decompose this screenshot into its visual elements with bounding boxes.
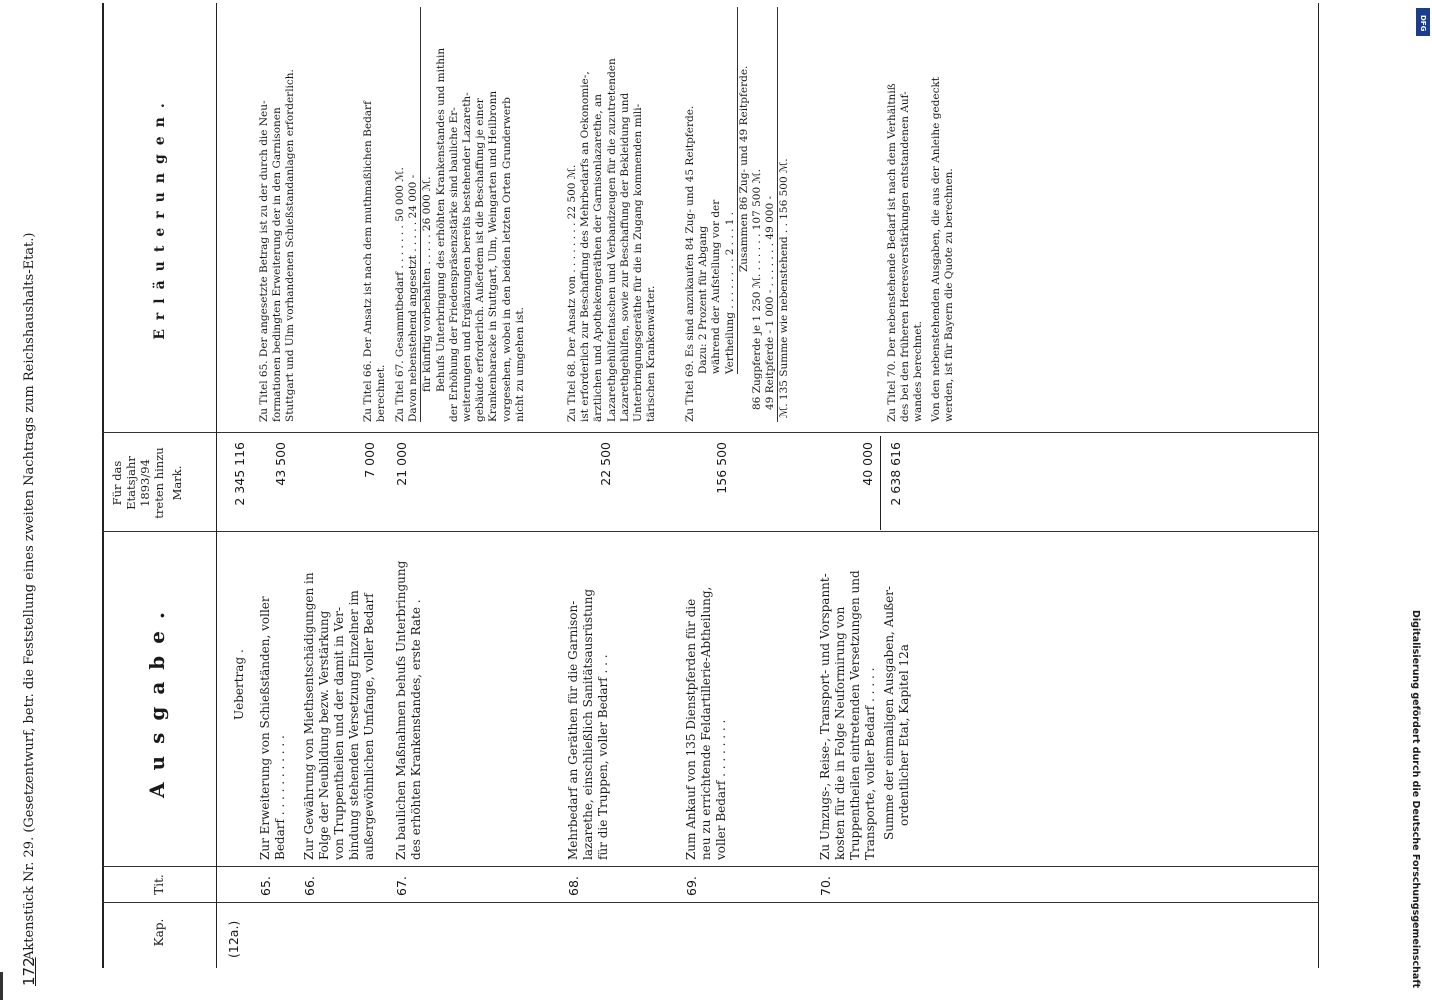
- row-65-note-line-2: formationen bedingten Erweiterung der in den Garnisonen: [271, 107, 284, 422]
- row-67-note-line-9: vorgesehen, wobei in den beiden letzten Orten Grunderwerb: [500, 97, 513, 422]
- row-66-tit: 66.: [302, 876, 317, 896]
- summary-amount: 2 638 616: [888, 442, 903, 506]
- row-65-desc-line-1: Zur Erweiterung von Schießständen, voller: [258, 596, 272, 860]
- row-70-desc-line-4: Transporte, voller Bedarf . . . . .: [863, 667, 877, 860]
- row-69-desc-line-1: Zum Ankauf von 135 Dienstpferden für die: [684, 598, 698, 860]
- row-68-desc-line-2: lazarethe, einschließlich Sanitätsausrüstung: [581, 588, 595, 860]
- page-number: 172: [20, 957, 38, 986]
- row-66-desc-line-4: bindung stehenden Versetzung Einzelner im: [347, 590, 361, 860]
- row-67-note: [394, 7, 527, 422]
- digitization-sidebar: [1398, 0, 1432, 1000]
- row-68-note-line-5: Lazarethgehülfen, sowie zur Beschaffung der Bekleidung und: [618, 92, 631, 422]
- row-69-note-line-3: während der Aufstellung vor der: [710, 199, 723, 374]
- row-67-note-line-10: nicht zu umgehen ist.: [513, 307, 526, 422]
- row-70-tit: 70.: [818, 876, 833, 896]
- row-69-note-line-1: Zu Titel 69. Es sind anzukaufen 84 Zug- und 45 Reitpferde.: [684, 105, 696, 422]
- row-70-note-line-1: Zu Titel 70. Der nebenstehende Bedarf ist nach dem Verhältniß: [886, 83, 898, 422]
- row-67-note-line-8: Krankenbaracke in Stuttgart, Ulm, Weingarten und Heilbronn: [487, 90, 500, 422]
- row-66-amount: 7 000: [362, 442, 377, 478]
- row-70-desc-line-2: kosten für die in Folge Neuformirung von: [833, 606, 847, 860]
- row-68-note-line-7: tärischen Krankenwärter.: [645, 285, 658, 422]
- row-68-desc-line-3: für die Truppen, voller Bedarf . . .: [596, 654, 610, 860]
- row-69-tit: 69.: [684, 876, 699, 896]
- row-66-note-line-2: berechnet.: [375, 364, 388, 422]
- dfg-logo: [1416, 8, 1430, 36]
- row-70-note: [886, 7, 926, 422]
- row-67-desc-line-2: des erhöhten Krankenstandes, erste Rate .: [409, 599, 423, 860]
- row-67-note-line-4: Behufs Unterbringung des erhöhten Krankenstandes und mithin: [434, 47, 447, 392]
- row-68-tit: 68.: [566, 876, 581, 896]
- row-65-amount: 43 500: [273, 442, 288, 486]
- row-67-desc-line-1: Zu baulichen Maßnahmen behufs Unterbringung: [394, 560, 408, 860]
- col-divider-ausgabe: [102, 531, 1318, 532]
- row-68-note-line-6: Unterbringungsgeräthe für die in Zugang kommenden mili-: [632, 103, 645, 422]
- amount-header-line-4: treten hinzu: [152, 447, 166, 519]
- row-67-tit: 67.: [394, 876, 409, 896]
- row-68-note-line-2: ist erforderlich zur Beschaffung des Mehrbedarfs an Oekonomie-,: [579, 71, 592, 422]
- row-69-note-line-8: ℳ. 135 Summe wie nebenstehend . . 156 500 ℳ.: [778, 158, 791, 418]
- row-66-note: [362, 7, 388, 422]
- row-67-note-line-6: weiterungen und Ergänzungen bereits bestehender Lazareth-: [461, 92, 474, 422]
- row-65-note-line-3: Stuttgart und Ulm vorhandenen Schießstandanlagen erforderlich.: [284, 69, 297, 422]
- table-bottom-rule: [1318, 3, 1319, 968]
- kap-value: (12a.): [226, 920, 241, 958]
- col-divider-tit: [102, 866, 1318, 867]
- row-69-amount: 156 500: [714, 442, 729, 494]
- row-70-desc-line-1: Zu Umzugs-, Reise-, Transport- und Vorspannt-: [818, 573, 832, 860]
- scan-edge-mark: [0, 972, 3, 1000]
- digitization-credit: Digitalisierung gefördert durch die Deutsche Forschungsgemeinschaft: [1410, 610, 1421, 988]
- row-66-desc-line-5: außergewöhnlichen Umfange, voller Bedarf: [362, 593, 376, 860]
- summary-note-line-1: Von den nebenstehenden Ausgaben, die aus der Anleihe gedeckt: [930, 76, 942, 422]
- row-70-desc-line-3: Truppentheilen eintretenden Versetzungen und: [848, 570, 862, 860]
- amount-header-line-2: Etatsjahr: [124, 456, 138, 510]
- row-68-amount: 22 500: [598, 442, 613, 486]
- row-68-desc-line-1: Mehrbedarf an Geräthen für die Garnison-: [566, 600, 580, 860]
- row-70-amount: 40 000: [860, 442, 875, 486]
- row-67-note-line-2: Davon nebenstehend angesetzt . . . . . 24 000 -: [407, 7, 421, 422]
- dfg-logo-text: DFG: [1419, 15, 1427, 32]
- row-65-desc: [258, 535, 288, 860]
- page-title: Aktenstück Nr. 29. (Gesetzentwurf, betr. die Feststellung eines zweiten Nachtrags zum Reichshaushalts-Etat.): [22, 232, 37, 960]
- row-67-note-line-7: gebäude erforderlich. Außerdem ist die Beschaffung je einer: [474, 98, 487, 422]
- column-header-ausgabe: Ausgabe.: [145, 600, 169, 798]
- row-68-desc: [566, 535, 611, 860]
- column-header-kap: Kap.: [152, 918, 166, 947]
- row-68-note-line-4: Lazarethgehülfentaschen und Verbandzeugen für die zuzutretenden: [605, 58, 618, 422]
- row-67-note-line-3: für künftig vorbehalten . . . . . 26 000 ℳ.: [421, 176, 434, 392]
- row-65-desc-line-2: Bedarf . . . . . . . . . . .: [273, 735, 287, 860]
- column-header-erlaeuterungen: Erläuterungen.: [152, 94, 168, 340]
- row-69-desc-line-3: voller Bedarf . . . . . . . .: [714, 719, 728, 860]
- row-69-note-line-5: Zusammen 86 Zug- und 49 Reitpferde.: [737, 65, 750, 272]
- amount-header-line-1: Für das: [110, 460, 124, 506]
- row-66-desc-line-3: von Truppentheilen und der damit in Ver-: [332, 607, 346, 860]
- row-70-note-line-2: des bei den früheren Heeresverstärkungen entstandenen Auf-: [899, 91, 912, 422]
- header-underline: [216, 3, 217, 968]
- summary-note: [930, 7, 956, 422]
- row-68-note-line-1: Zu Titel 68. Der Ansatz von . . . . . . . . 22 500 ℳ.: [566, 164, 578, 422]
- row-69-note-line-4: Vertheilung . . . . . . . . 2 . . . 1 .: [724, 7, 738, 374]
- row-69-note-line-6: 86 Zugpferde je 1 250 ℳ. . . . . . . 107 500 ℳ.: [751, 168, 764, 410]
- amount-header-line-5: Mark.: [170, 465, 184, 501]
- summary-desc: [882, 535, 912, 840]
- row-66-desc: [302, 535, 377, 860]
- table-top-rule: [102, 3, 104, 968]
- row-uebertrag-amount: 2 345 116: [232, 442, 247, 506]
- row-65-tit: 65.: [258, 876, 273, 896]
- row-uebertrag-desc: Uebertrag .: [232, 649, 246, 720]
- summary-note-line-2: werden, ist für Bayern die Quote zu berechnen.: [943, 168, 956, 422]
- row-69-note-line-7: 49 Reitpferde - 1 000 - . . . . . . . 49 000 -: [764, 7, 778, 422]
- row-65-note: [258, 7, 298, 422]
- row-69-note-line-2: Dazu: 2 Prozent für Abgang: [697, 225, 710, 374]
- row-67-note-line-5: der Erhöhung der Friedenspräsenzstärke sind bauliche Er-: [447, 107, 460, 422]
- row-68-note: [566, 7, 658, 422]
- row-67-note-line-1: Zu Titel 67. Gesammtbedarf . . . . . . . 50 000 ℳ.: [394, 167, 406, 422]
- col-divider-amount: [102, 432, 1318, 433]
- row-69-desc: [684, 535, 729, 860]
- row-70-desc: [818, 535, 878, 860]
- column-header-tit: Tit.: [152, 874, 166, 895]
- row-66-desc-line-1: Zur Gewährung von Miethsentschädigungen in: [302, 572, 316, 860]
- summary-desc-line-1: Summe der einmaligen Ausgaben, Außer-: [882, 586, 896, 840]
- summary-rule: [880, 436, 881, 530]
- row-66-note-line-1: Zu Titel 66. Der Ansatz ist nach dem muthmaßlichen Bedarf: [362, 101, 374, 422]
- row-70-note-line-3: wandes berechnet.: [912, 320, 925, 422]
- row-68-note-line-3: ärztlichen und Apothekengeräthen der Garnisonlazarethe, an: [592, 93, 605, 422]
- row-69-note: [684, 7, 792, 422]
- row-66-desc-line-2: Folge der Neubildung bezw. Verstärkung: [317, 610, 331, 860]
- amount-header-line-3: 1893/94: [138, 459, 152, 507]
- col-divider-kap: [102, 902, 1318, 903]
- row-67-desc: [394, 535, 424, 860]
- row-67-amount: 21 000: [394, 442, 409, 486]
- row-69-desc-line-2: neu zu errichtende Feldartillerie-Abtheilung,: [699, 586, 713, 860]
- summary-desc-line-2: ordentlicher Etat, Kapitel 12a: [897, 644, 911, 826]
- column-header-amount: [110, 434, 184, 532]
- row-65-note-line-1: Zu Titel 65. Der angesetzte Betrag ist zu der durch die Neu-: [258, 100, 270, 422]
